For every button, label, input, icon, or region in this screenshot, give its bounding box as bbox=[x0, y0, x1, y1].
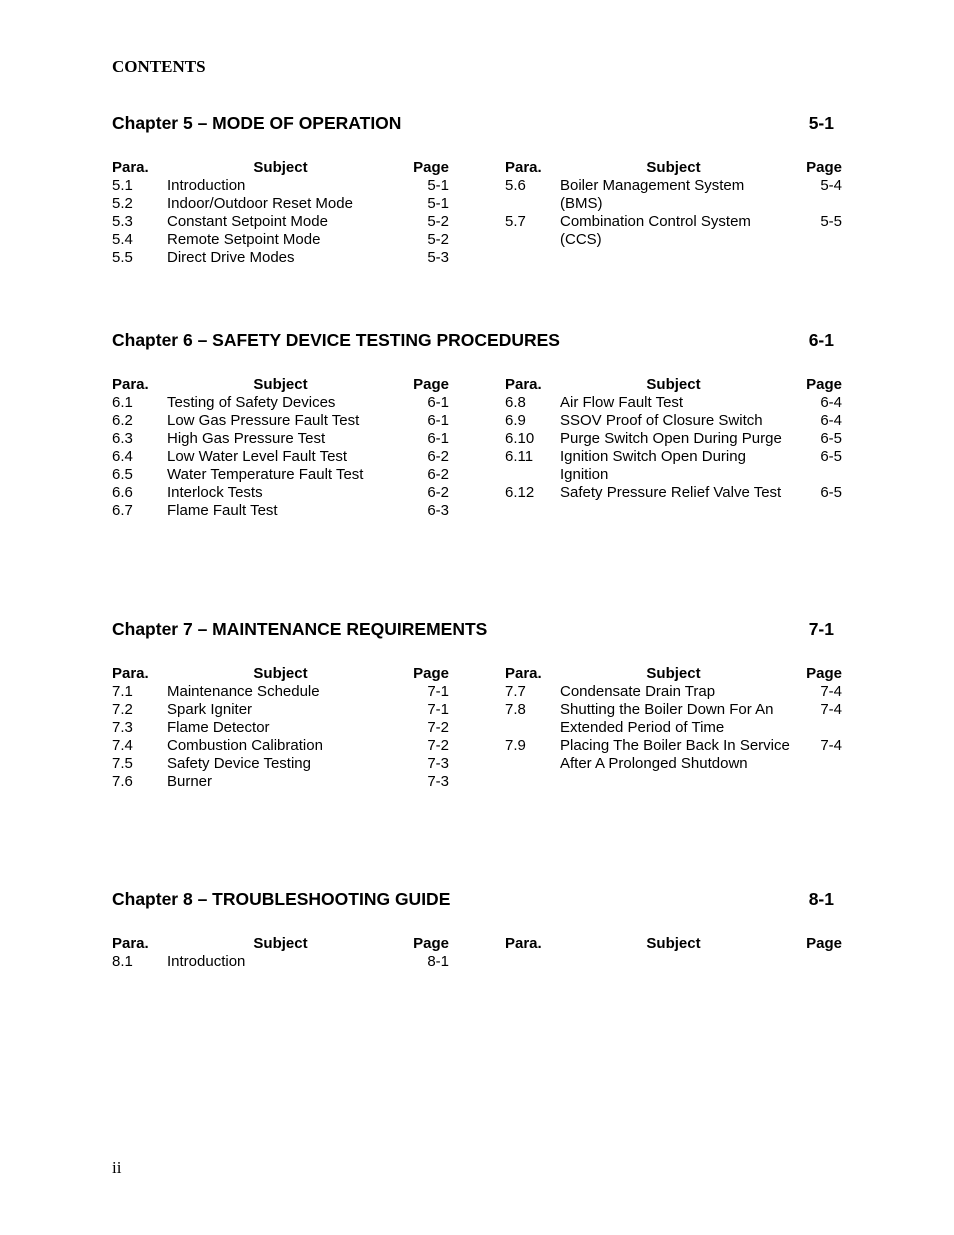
entry-page: 7-1 bbox=[427, 701, 449, 718]
entry-para: 5.5 bbox=[112, 249, 133, 266]
toc-entry bbox=[505, 448, 842, 484]
entry-subject: Introduction bbox=[167, 953, 246, 970]
toc-entry bbox=[112, 737, 449, 755]
entry-subject: Spark Igniter bbox=[167, 701, 253, 718]
chapter-title: Chapter 5 – MODE OF OPERATION bbox=[112, 113, 402, 133]
entry-subject: Direct Drive Modes bbox=[167, 249, 295, 266]
entry-subject: Maintenance Schedule bbox=[167, 683, 320, 700]
entry-para: 7.8 bbox=[505, 701, 526, 718]
chapter-heading bbox=[112, 330, 834, 352]
toc-entry bbox=[505, 683, 842, 701]
entry-page: 6-5 bbox=[820, 448, 842, 465]
entry-para: 6.10 bbox=[505, 430, 535, 447]
toc-entry bbox=[505, 737, 842, 773]
toc-column-right bbox=[505, 376, 842, 502]
entry-page: 7-2 bbox=[427, 719, 449, 736]
toc-entry bbox=[112, 195, 449, 213]
toc-entry bbox=[112, 773, 449, 791]
para-header: Para. bbox=[505, 665, 542, 682]
toc-entry bbox=[112, 231, 449, 249]
column-header-row bbox=[112, 935, 449, 953]
toc-entry bbox=[112, 502, 449, 520]
entry-para: 6.2 bbox=[112, 412, 133, 429]
para-header: Para. bbox=[505, 376, 542, 393]
entry-subject: Placing The Boiler Back In Service After A Prolonged Shutdown bbox=[560, 737, 790, 772]
toc-column-left bbox=[112, 935, 449, 971]
entry-para: 6.8 bbox=[505, 394, 526, 411]
entry-page: 7-4 bbox=[820, 701, 842, 718]
entry-subject: Air Flow Fault Test bbox=[560, 394, 684, 411]
entry-subject: SSOV Proof of Closure Switch bbox=[560, 412, 763, 429]
entry-subject: Interlock Tests bbox=[167, 484, 263, 501]
entry-subject: Indoor/Outdoor Reset Mode bbox=[167, 195, 353, 212]
para-header: Para. bbox=[112, 376, 149, 393]
entry-page: 5-1 bbox=[427, 195, 449, 212]
column-header-row bbox=[505, 665, 842, 683]
toc-column-left bbox=[112, 159, 449, 267]
entry-subject: Safety Pressure Relief Valve Test bbox=[560, 484, 782, 501]
column-header-row bbox=[112, 665, 449, 683]
entry-para: 5.7 bbox=[505, 213, 526, 230]
subject-header: Subject bbox=[646, 935, 701, 952]
entry-page: 5-3 bbox=[427, 249, 449, 266]
entry-subject: Testing of Safety Devices bbox=[167, 394, 336, 411]
entry-subject: Low Water Level Fault Test bbox=[167, 448, 348, 465]
entry-para: 5.6 bbox=[505, 177, 526, 194]
entry-para: 6.9 bbox=[505, 412, 526, 429]
entry-subject: Remote Setpoint Mode bbox=[167, 231, 321, 248]
entry-para: 6.1 bbox=[112, 394, 133, 411]
entry-subject: Combination Control System (CCS) bbox=[560, 213, 751, 248]
toc-entry bbox=[505, 484, 842, 502]
chapter-page-number: 8-1 bbox=[808, 889, 834, 909]
entry-subject: Shutting the Boiler Down For An Extended Period of Time bbox=[560, 701, 774, 736]
subject-header: Subject bbox=[253, 159, 308, 176]
toc-entry bbox=[112, 701, 449, 719]
toc-column-right bbox=[505, 665, 842, 773]
entry-page: 5-1 bbox=[427, 177, 449, 194]
entry-para: 7.5 bbox=[112, 755, 133, 772]
para-header: Para. bbox=[112, 935, 149, 952]
toc-column-left bbox=[112, 376, 449, 520]
entry-subject: Purge Switch Open During Purge bbox=[560, 430, 782, 447]
entry-para: 6.5 bbox=[112, 466, 133, 483]
column-header-row bbox=[505, 376, 842, 394]
column-header-row bbox=[112, 159, 449, 177]
entry-subject: Introduction bbox=[167, 177, 246, 194]
chapter-heading bbox=[112, 113, 834, 135]
entry-page: 6-4 bbox=[820, 412, 842, 429]
entry-subject: Boiler Management System (BMS) bbox=[560, 177, 745, 212]
toc-entry bbox=[112, 213, 449, 231]
para-header: Para. bbox=[505, 159, 542, 176]
page-header: Page bbox=[806, 159, 842, 176]
entry-para: 7.1 bbox=[112, 683, 133, 700]
entry-subject: Constant Setpoint Mode bbox=[167, 213, 328, 230]
entry-para: 6.11 bbox=[505, 448, 534, 465]
page-header: Page bbox=[413, 665, 449, 682]
entry-para: 8.1 bbox=[112, 953, 133, 970]
toc-entry bbox=[112, 249, 449, 267]
chapter-title: Chapter 7 – MAINTENANCE REQUIREMENTS bbox=[112, 619, 488, 639]
toc-entry bbox=[505, 701, 842, 737]
toc-entry bbox=[112, 484, 449, 502]
para-header: Para. bbox=[112, 159, 149, 176]
entry-subject: Condensate Drain Trap bbox=[560, 683, 716, 700]
toc-entry bbox=[505, 213, 842, 249]
entry-para: 5.3 bbox=[112, 213, 133, 230]
chapter-heading bbox=[112, 619, 834, 641]
page-header: Page bbox=[413, 935, 449, 952]
page-number: ii bbox=[112, 1158, 122, 1177]
subject-header: Subject bbox=[646, 665, 701, 682]
entry-para: 5.4 bbox=[112, 231, 133, 248]
entry-subject: Low Gas Pressure Fault Test bbox=[167, 412, 360, 429]
toc-entry bbox=[112, 394, 449, 412]
page-header: Page bbox=[806, 935, 842, 952]
toc-entry bbox=[505, 430, 842, 448]
subject-header: Subject bbox=[253, 665, 308, 682]
entry-page: 7-1 bbox=[427, 683, 449, 700]
entry-para: 7.9 bbox=[505, 737, 526, 754]
entry-page: 7-4 bbox=[820, 683, 842, 700]
entry-page: 5-4 bbox=[820, 177, 842, 194]
entry-page: 6-5 bbox=[820, 430, 842, 447]
entry-para: 7.3 bbox=[112, 719, 133, 736]
column-header-row bbox=[505, 159, 842, 177]
entry-page: 6-4 bbox=[820, 394, 842, 411]
chapter-heading bbox=[112, 889, 834, 911]
entry-page: 6-5 bbox=[820, 484, 842, 501]
toc-column-right bbox=[505, 159, 842, 249]
toc-entry bbox=[505, 394, 842, 412]
entry-subject: Safety Device Testing bbox=[167, 755, 311, 772]
subject-header: Subject bbox=[253, 376, 308, 393]
toc-entry bbox=[505, 177, 842, 213]
entry-subject: Burner bbox=[167, 773, 213, 790]
entry-para: 6.3 bbox=[112, 430, 133, 447]
page-header: Page bbox=[413, 159, 449, 176]
entry-subject: Ignition Switch Open During Ignition bbox=[560, 448, 746, 483]
entry-para: 7.4 bbox=[112, 737, 133, 754]
toc-entry bbox=[112, 412, 449, 430]
entry-page: 6-1 bbox=[427, 394, 449, 411]
toc-column-right bbox=[505, 935, 842, 953]
entry-page: 6-2 bbox=[427, 484, 449, 501]
para-header: Para. bbox=[112, 665, 149, 682]
entry-page: 6-1 bbox=[427, 412, 449, 429]
toc-entry bbox=[112, 448, 449, 466]
entry-page: 6-2 bbox=[427, 448, 449, 465]
chapter-page-number: 5-1 bbox=[808, 113, 834, 133]
entry-para: 6.12 bbox=[505, 484, 535, 501]
entry-page: 5-5 bbox=[820, 213, 842, 230]
entry-page: 7-4 bbox=[820, 737, 842, 754]
entry-para: 7.2 bbox=[112, 701, 133, 718]
entry-para: 7.6 bbox=[112, 773, 133, 790]
toc-entry bbox=[505, 412, 842, 430]
entry-para: 6.7 bbox=[112, 502, 133, 519]
entry-subject: Water Temperature Fault Test bbox=[167, 466, 364, 483]
subject-header: Subject bbox=[646, 376, 701, 393]
entry-para: 6.6 bbox=[112, 484, 133, 501]
entry-para: 5.2 bbox=[112, 195, 133, 212]
entry-para: 5.1 bbox=[112, 177, 133, 194]
page-title: CONTENTS bbox=[112, 57, 206, 76]
entry-page: 7-3 bbox=[427, 773, 449, 790]
toc-entry bbox=[112, 683, 449, 701]
entry-page: 7-3 bbox=[427, 755, 449, 772]
entry-subject: High Gas Pressure Test bbox=[167, 430, 326, 447]
toc-entry bbox=[112, 177, 449, 195]
para-header: Para. bbox=[505, 935, 542, 952]
entry-page: 6-3 bbox=[427, 502, 449, 519]
column-header-row bbox=[505, 935, 842, 953]
page-header: Page bbox=[806, 376, 842, 393]
toc-entry bbox=[112, 755, 449, 773]
subject-header: Subject bbox=[253, 935, 308, 952]
toc-entry bbox=[112, 430, 449, 448]
entry-para: 7.7 bbox=[505, 683, 526, 700]
entry-page: 7-2 bbox=[427, 737, 449, 754]
toc-column-left bbox=[112, 665, 449, 791]
entry-page: 5-2 bbox=[427, 213, 449, 230]
entry-para: 6.4 bbox=[112, 448, 133, 465]
toc-entry bbox=[112, 466, 449, 484]
entry-subject: Combustion Calibration bbox=[167, 737, 323, 754]
chapter-page-number: 6-1 bbox=[808, 330, 834, 350]
chapter-title: Chapter 6 – SAFETY DEVICE TESTING PROCEDURES bbox=[112, 330, 560, 350]
entry-page: 5-2 bbox=[427, 231, 449, 248]
entry-subject: Flame Detector bbox=[167, 719, 270, 736]
chapter-title: Chapter 8 – TROUBLESHOOTING GUIDE bbox=[112, 889, 451, 909]
entry-page: 6-2 bbox=[427, 466, 449, 483]
toc-entry bbox=[112, 953, 449, 971]
page-header: Page bbox=[413, 376, 449, 393]
entry-subject: Flame Fault Test bbox=[167, 502, 278, 519]
entry-page: 6-1 bbox=[427, 430, 449, 447]
entry-page: 8-1 bbox=[427, 953, 449, 970]
chapter-page-number: 7-1 bbox=[808, 619, 834, 639]
toc-entry bbox=[112, 719, 449, 737]
column-header-row bbox=[112, 376, 449, 394]
subject-header: Subject bbox=[646, 159, 701, 176]
page-header: Page bbox=[806, 665, 842, 682]
